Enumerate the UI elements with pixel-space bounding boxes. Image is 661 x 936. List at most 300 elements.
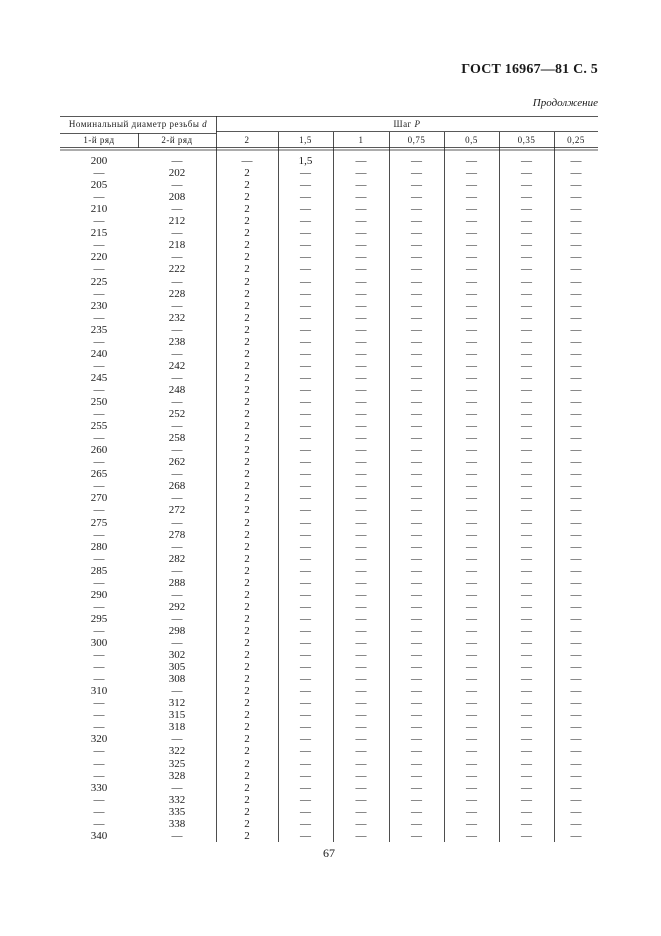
cell-pitch-0-35: — (521, 805, 532, 818)
cell-pitch-0-5: — (466, 492, 477, 505)
table-row (60, 831, 598, 842)
cell-pitch-2: 2 (244, 275, 250, 288)
cell-pitch-0-25: — (570, 179, 582, 192)
cell-pitch-1-5: — (300, 757, 311, 770)
cell-pitch-2: 2 (244, 685, 250, 698)
cell-pitch-2: 2 (244, 600, 250, 613)
cell-pitch-0-75: — (411, 649, 422, 662)
cell-pitch-2: 2 (244, 745, 250, 758)
cell-pitch-0-75: — (411, 793, 422, 806)
cell-pitch-0-5: — (466, 757, 477, 770)
cell-pitch-2: 2 (244, 432, 250, 445)
cell-pitch-0-35: — (521, 323, 532, 336)
cell-pitch-0-35: — (521, 432, 532, 445)
cell-pitch-0-35: — (521, 275, 532, 288)
cell-row-1-diameter: 285 (90, 564, 108, 577)
cell-pitch-2: 2 (244, 311, 250, 324)
cell-row-2-diameter: — (171, 588, 183, 601)
table-row (60, 518, 598, 529)
cell-pitch-2: 2 (244, 733, 250, 746)
cell-pitch-0-75: — (411, 697, 422, 710)
cell-pitch-1: — (355, 191, 367, 204)
table-row (60, 180, 598, 191)
cell-pitch-2: 2 (244, 781, 250, 794)
table-row (60, 252, 598, 263)
cell-pitch-2: 2 (244, 721, 250, 734)
header-nominal-diameter-label: Номинальный диаметр резьбы (68, 119, 200, 129)
cell-row-2-diameter: 288 (168, 576, 186, 589)
cell-row-2-diameter: 248 (168, 383, 186, 396)
cell-pitch-1: — (355, 263, 367, 276)
cell-pitch-0-25: — (570, 624, 582, 637)
cell-pitch-0-5: — (466, 275, 477, 288)
cell-pitch-2: 2 (244, 347, 250, 360)
cell-row-2-diameter: 292 (168, 600, 186, 613)
cell-pitch-0-35: — (521, 745, 532, 758)
cell-pitch-1: — (355, 793, 367, 806)
cell-pitch-0-35: — (521, 552, 532, 565)
cell-pitch-0-25: — (570, 829, 582, 842)
cell-pitch-0-75: — (411, 661, 422, 674)
cell-row-2-diameter: 242 (168, 359, 186, 372)
cell-pitch-1-5: — (300, 492, 311, 505)
thread-pitch-table (60, 116, 598, 842)
cell-pitch-0-35: — (521, 661, 532, 674)
table-row (60, 445, 598, 456)
cell-row-1-diameter: — (93, 263, 105, 276)
cell-row-2-diameter: 282 (168, 552, 186, 565)
cell-row-1-diameter: — (93, 239, 105, 252)
cell-pitch-0-5: — (466, 347, 477, 360)
cell-row-1-diameter: — (93, 311, 105, 324)
cell-pitch-0-25: — (570, 311, 582, 324)
cell-pitch-0-5: — (466, 396, 477, 408)
cell-row-1-diameter: 245 (90, 371, 108, 384)
cell-pitch-0-25: — (570, 733, 582, 746)
table-row (60, 301, 598, 312)
cell-pitch-1: — (355, 335, 367, 348)
cell-pitch-0-5: — (466, 155, 477, 167)
cell-pitch-0-5: — (466, 215, 477, 228)
cell-pitch-0-5: — (466, 793, 477, 806)
cell-pitch-0-5: — (466, 383, 477, 396)
cell-pitch-1: — (355, 697, 367, 710)
cell-row-2-diameter: — (171, 781, 183, 794)
cell-pitch-0-25: — (570, 251, 582, 264)
cell-row-1-diameter: 275 (90, 516, 108, 529)
cell-pitch-0-5: — (466, 781, 477, 794)
cell-pitch-0-75: — (411, 179, 422, 192)
cell-pitch-0-5: — (466, 456, 477, 469)
cell-pitch-1: — (355, 757, 367, 770)
cell-row-1-diameter: 340 (90, 829, 108, 842)
column-header-pitch-0-35: 0,35 (517, 135, 536, 145)
cell-pitch-0-25: — (570, 637, 582, 649)
cell-pitch-2: 2 (244, 420, 250, 433)
cell-row-1-diameter: 250 (90, 396, 108, 408)
cell-pitch-1-5: — (300, 793, 311, 806)
cell-pitch-1-5: — (300, 299, 311, 312)
cell-row-1-diameter: — (93, 805, 105, 818)
cell-pitch-1-5: — (300, 600, 311, 613)
table-row (60, 337, 598, 348)
cell-pitch-0-75: — (411, 263, 422, 276)
cell-row-1-diameter: 270 (90, 492, 108, 505)
cell-pitch-1: — (355, 661, 367, 674)
cell-pitch-1: — (355, 311, 367, 324)
cell-pitch-0-5: — (466, 528, 477, 541)
cell-pitch-0-5: — (466, 540, 477, 553)
cell-pitch-2: 2 (244, 552, 250, 565)
cell-row-1-diameter: 280 (90, 540, 108, 553)
cell-row-2-diameter: 325 (168, 757, 186, 770)
cell-row-1-diameter: — (93, 432, 105, 445)
cell-pitch-0-25: — (570, 793, 582, 806)
cell-row-1-diameter: — (93, 408, 105, 421)
cell-pitch-2: 2 (244, 251, 250, 264)
cell-pitch-0-35: — (521, 420, 532, 433)
cell-pitch-1-5: — (300, 456, 311, 469)
cell-pitch-0-25: — (570, 263, 582, 276)
cell-pitch-1: — (355, 612, 367, 625)
cell-pitch-0-35: — (521, 612, 532, 625)
cell-pitch-2: 2 (244, 167, 250, 180)
cell-pitch-0-75: — (411, 600, 422, 613)
cell-pitch-0-35: — (521, 383, 532, 396)
cell-pitch-1-5: — (300, 468, 311, 481)
cell-pitch-0-35: — (521, 227, 532, 240)
cell-row-2-diameter: — (171, 733, 183, 746)
cell-row-2-diameter: 258 (168, 432, 186, 445)
cell-pitch-0-35: — (521, 504, 532, 517)
cell-pitch-1: — (355, 155, 367, 167)
cell-pitch-0-25: — (570, 191, 582, 204)
cell-pitch-0-35: — (521, 528, 532, 541)
cell-pitch-1-5: — (300, 383, 311, 396)
cell-pitch-0-75: — (411, 637, 422, 649)
cell-pitch-0-35: — (521, 624, 532, 637)
cell-pitch-1: — (355, 275, 367, 288)
cell-row-2-diameter: 278 (168, 528, 186, 541)
column-header-row-2: 2-й ряд (161, 135, 193, 145)
cell-pitch-2: 2 (244, 239, 250, 252)
table-row (60, 373, 598, 384)
cell-pitch-0-25: — (570, 239, 582, 252)
cell-row-2-diameter: — (171, 829, 183, 842)
cell-row-1-diameter: 260 (90, 444, 108, 457)
cell-pitch-0-35: — (521, 347, 532, 360)
cell-pitch-0-5: — (466, 612, 477, 625)
cell-pitch-1: — (355, 576, 367, 589)
cell-pitch-1: — (355, 600, 367, 613)
cell-pitch-0-75: — (411, 335, 422, 348)
cell-pitch-0-25: — (570, 673, 582, 686)
cell-pitch-2: 2 (244, 540, 250, 553)
cell-pitch-1: — (355, 456, 367, 469)
cell-row-2-diameter: 208 (168, 191, 186, 204)
table-row (60, 759, 598, 770)
cell-pitch-0-25: — (570, 745, 582, 758)
cell-pitch-0-75: — (411, 468, 422, 481)
cell-pitch-1: — (355, 432, 367, 445)
cell-pitch-2: 2 (244, 637, 250, 649)
cell-row-1-diameter: — (93, 721, 105, 734)
cell-pitch-1-5: — (300, 396, 311, 408)
header-nominal-diameter-symbol: d (202, 119, 208, 129)
cell-row-2-diameter: — (171, 203, 183, 216)
cell-pitch-0-5: — (466, 311, 477, 324)
cell-pitch-2: 2 (244, 323, 250, 336)
cell-pitch-2: 2 (244, 335, 250, 348)
cell-pitch-0-35: — (521, 588, 532, 601)
cell-row-1-diameter: — (93, 709, 105, 722)
table-row (60, 264, 598, 275)
cell-pitch-1: — (355, 540, 367, 553)
header-pitch (216, 117, 598, 131)
cell-row-2-diameter: — (171, 444, 183, 457)
cell-row-1-diameter: — (93, 817, 105, 830)
cell-row-1-diameter: 230 (90, 299, 108, 312)
cell-pitch-0-5: — (466, 624, 477, 637)
cell-pitch-0-5: — (466, 564, 477, 577)
cell-pitch-1: — (355, 408, 367, 421)
cell-pitch-0-75: — (411, 504, 422, 517)
cell-pitch-1-5: — (300, 817, 311, 830)
cell-pitch-0-35: — (521, 649, 532, 662)
cell-row-1-diameter: — (93, 697, 105, 710)
cell-pitch-0-75: — (411, 408, 422, 421)
cell-row-2-diameter: 315 (168, 709, 186, 722)
cell-pitch-1-5: — (300, 275, 311, 288)
cell-row-2-diameter: 312 (168, 697, 186, 710)
cell-pitch-1-5: — (300, 721, 311, 734)
cell-row-1-diameter: — (93, 191, 105, 204)
cell-pitch-0-35: — (521, 757, 532, 770)
cell-pitch-0-75: — (411, 371, 422, 384)
table-row (60, 578, 598, 589)
cell-row-2-diameter: — (171, 612, 183, 625)
cell-pitch-0-5: — (466, 685, 477, 698)
cell-pitch-0-25: — (570, 299, 582, 312)
cell-pitch-0-25: — (570, 396, 582, 408)
cell-pitch-0-35: — (521, 251, 532, 264)
cell-pitch-2: 2 (244, 504, 250, 517)
cell-row-2-diameter: — (171, 516, 183, 529)
table-row (60, 746, 598, 757)
cell-pitch-0-5: — (466, 239, 477, 252)
cell-pitch-0-75: — (411, 624, 422, 637)
cell-pitch-0-75: — (411, 564, 422, 577)
cell-pitch-0-5: — (466, 191, 477, 204)
cell-pitch-1-5: — (300, 215, 311, 228)
cell-pitch-1-5: — (300, 359, 311, 372)
table-row (60, 734, 598, 745)
cell-pitch-1-5: — (300, 564, 311, 577)
cell-pitch-0-25: — (570, 215, 582, 228)
cell-pitch-0-5: — (466, 371, 477, 384)
cell-pitch-0-25: — (570, 167, 582, 180)
cell-pitch-2: 2 (244, 179, 250, 192)
cell-pitch-2: 2 (244, 769, 250, 782)
cell-pitch-0-35: — (521, 480, 532, 493)
cell-pitch-1-5: — (300, 239, 311, 252)
cell-pitch-0-25: — (570, 420, 582, 433)
table-row (60, 469, 598, 480)
table-row (60, 385, 598, 396)
cell-pitch-0-75: — (411, 552, 422, 565)
table-row (60, 457, 598, 468)
cell-pitch-1: — (355, 745, 367, 758)
cell-pitch-0-5: — (466, 673, 477, 686)
cell-pitch-2: 2 (244, 757, 250, 770)
cell-row-1-diameter: 265 (90, 468, 108, 481)
cell-pitch-0-5: — (466, 600, 477, 613)
cell-pitch-1: — (355, 251, 367, 264)
cell-row-2-diameter: 332 (168, 793, 186, 806)
cell-pitch-0-5: — (466, 745, 477, 758)
table-row (60, 722, 598, 733)
cell-pitch-0-5: — (466, 359, 477, 372)
cell-pitch-0-5: — (466, 203, 477, 216)
cell-pitch-1: — (355, 829, 367, 842)
table-row (60, 361, 598, 372)
cell-pitch-0-25: — (570, 432, 582, 445)
cell-row-1-diameter: 215 (90, 227, 108, 240)
cell-pitch-0-25: — (570, 649, 582, 662)
header-pitch-label: Шаг (393, 119, 412, 129)
cell-pitch-0-5: — (466, 323, 477, 336)
cell-pitch-1: — (355, 709, 367, 722)
cell-pitch-1: — (355, 733, 367, 746)
cell-pitch-1-5: — (300, 588, 311, 601)
cell-pitch-0-75: — (411, 420, 422, 433)
cell-pitch-0-35: — (521, 576, 532, 589)
cell-pitch-0-75: — (411, 673, 422, 686)
cell-pitch-0-35: — (521, 540, 532, 553)
cell-row-2-diameter: — (171, 227, 183, 240)
cell-pitch-0-35: — (521, 492, 532, 505)
table-row (60, 277, 598, 288)
cell-pitch-2: 2 (244, 456, 250, 469)
cell-pitch-0-75: — (411, 540, 422, 553)
column-header-pitch-2: 2 (244, 135, 250, 145)
cell-row-1-diameter: — (93, 552, 105, 565)
cell-pitch-0-35: — (521, 191, 532, 204)
cell-pitch-0-75: — (411, 829, 422, 842)
cell-row-2-diameter: — (171, 275, 183, 288)
cell-pitch-0-75: — (411, 456, 422, 469)
column-header-row-1: 1-й ряд (83, 135, 115, 145)
cell-pitch-0-5: — (466, 721, 477, 734)
cell-pitch-1-5: — (300, 661, 311, 674)
cell-pitch-1: — (355, 817, 367, 830)
cell-pitch-0-5: — (466, 480, 477, 493)
cell-pitch-0-5: — (466, 251, 477, 264)
table-row (60, 590, 598, 601)
cell-pitch-0-75: — (411, 251, 422, 264)
cell-pitch-0-5: — (466, 552, 477, 565)
cell-pitch-1: — (355, 323, 367, 336)
cell-pitch-0-75: — (411, 239, 422, 252)
cell-pitch-0-75: — (411, 311, 422, 324)
cell-pitch-1: — (355, 552, 367, 565)
cell-row-2-diameter: — (171, 468, 183, 481)
cell-pitch-0-5: — (466, 661, 477, 674)
cell-pitch-0-75: — (411, 528, 422, 541)
cell-pitch-2: 2 (244, 588, 250, 601)
cell-pitch-0-25: — (570, 600, 582, 613)
cell-pitch-0-25: — (570, 468, 582, 481)
cell-row-2-diameter: 335 (168, 805, 186, 818)
cell-row-2-diameter: — (171, 396, 183, 408)
document-id: ГОСТ 16967—81 С. 5 (461, 62, 598, 77)
cell-row-1-diameter: — (93, 504, 105, 517)
cell-pitch-0-75: — (411, 275, 422, 288)
cell-pitch-0-25: — (570, 769, 582, 782)
cell-pitch-1-5: — (300, 624, 311, 637)
cell-pitch-1: — (355, 227, 367, 240)
cell-pitch-2: 2 (244, 516, 250, 529)
cell-pitch-0-5: — (466, 649, 477, 662)
cell-row-2-diameter: — (171, 251, 183, 264)
cell-pitch-0-25: — (570, 709, 582, 722)
cell-pitch-2: 2 (244, 528, 250, 541)
cell-pitch-0-35: — (521, 299, 532, 312)
cell-pitch-2: 2 (244, 227, 250, 240)
cell-pitch-1-5: — (300, 263, 311, 276)
cell-pitch-0-5: — (466, 468, 477, 481)
cell-row-2-diameter: 252 (168, 408, 186, 421)
cell-pitch-1-5: — (300, 227, 311, 240)
cell-pitch-0-35: — (521, 709, 532, 722)
cell-pitch-1-5: — (300, 311, 311, 324)
cell-row-2-diameter: 328 (168, 769, 186, 782)
table-row (60, 710, 598, 721)
cell-pitch-0-25: — (570, 721, 582, 734)
cell-pitch-1-5: — (300, 167, 311, 180)
cell-pitch-1-5: — (300, 769, 311, 782)
table-row (60, 481, 598, 492)
cell-pitch-0-35: — (521, 335, 532, 348)
table-row (60, 433, 598, 444)
cell-pitch-0-5: — (466, 637, 477, 649)
cell-row-2-diameter: — (171, 540, 183, 553)
cell-pitch-0-25: — (570, 371, 582, 384)
cell-pitch-1: — (355, 721, 367, 734)
cell-pitch-2: 2 (244, 612, 250, 625)
table-row (60, 686, 598, 697)
cell-pitch-1: — (355, 167, 367, 180)
cell-pitch-0-5: — (466, 733, 477, 746)
cell-row-1-diameter: 290 (90, 588, 108, 601)
cell-row-2-diameter: 238 (168, 335, 186, 348)
cell-row-1-diameter: — (93, 793, 105, 806)
cell-pitch-0-25: — (570, 335, 582, 348)
cell-pitch-0-35: — (521, 781, 532, 794)
continuation-label: Продолжение (532, 97, 598, 109)
header-nominal-diameter (60, 117, 216, 131)
cell-row-2-diameter: — (171, 323, 183, 336)
table-row (60, 421, 598, 432)
table-row (60, 626, 598, 637)
cell-row-1-diameter: 320 (90, 733, 108, 746)
cell-pitch-0-75: — (411, 396, 422, 408)
cell-pitch-1-5: — (300, 829, 311, 842)
table-row (60, 240, 598, 251)
cell-pitch-0-75: — (411, 432, 422, 445)
cell-pitch-2: 2 (244, 697, 250, 710)
cell-pitch-2: 2 (244, 468, 250, 481)
